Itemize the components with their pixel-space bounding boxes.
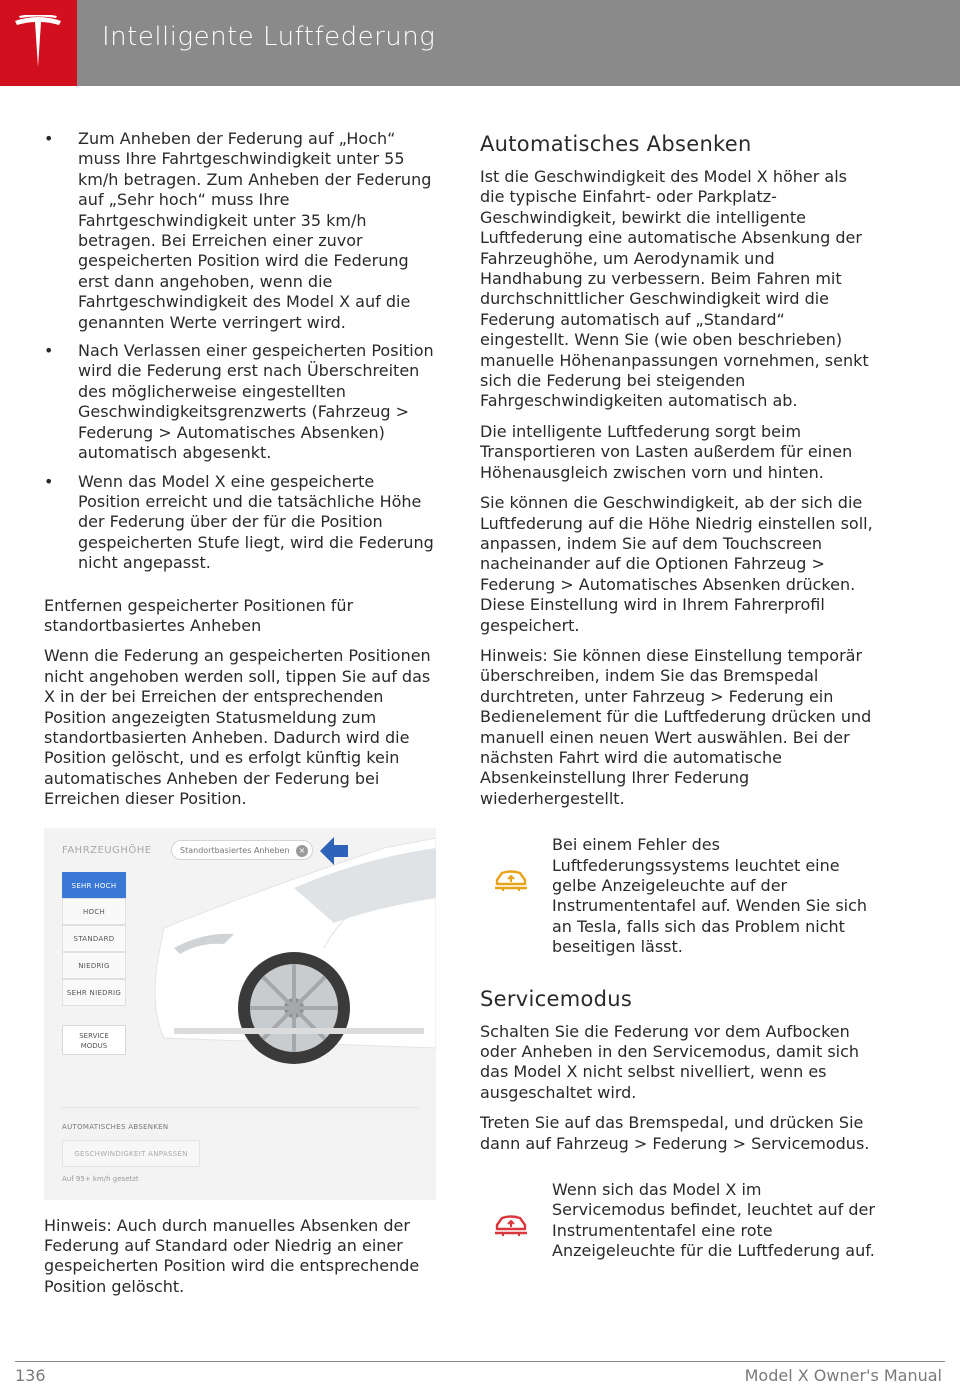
suspension-service-icon	[493, 1213, 529, 1237]
paragraph: Sie können die Geschwindigkeit, ab der sich die Luftfederung auf die Höhe Niedrig einstellen soll, anpassen, indem Sie auf dem Touchscreen nacheinander auf die Optionen Fahrzeug > Federung > Automatisches Absenken drücken. Diese Einstellung wird in Ihrem Fahrerprofil gespeichert.	[480, 493, 873, 635]
divider	[62, 1107, 418, 1108]
paragraph: Hinweis: Sie können diese Einstellung temporär überschreiben, indem Sie das Bremspedal durchtreten, unter Fahrzeug > Federung ein Bedienelement für die Luftfederung drücken und manuell einen neuen Wert auswählen. Bei der nächsten Fahrt wird die automatische Absenkeinstellung Ihrer Federung wiederhergestellt.	[480, 645, 872, 808]
bullet-icon: •	[44, 341, 54, 361]
close-icon[interactable]: ×	[296, 845, 308, 857]
paragraph: Die intelligente Luftfederung sorgt beim Transportieren von Lasten außerdem für einen Höhenausgleich zwischen vorn und hinten.	[480, 421, 853, 482]
list-item: • Zum Anheben der Federung auf „Hoch“ muss Ihre Fahrtgeschwindigkeit unter 55 km/h betragen. Zum Anheben der Federung auf „Sehr hoch“ muss Ihre Fahrtgeschwindigkeit unter 35 km/h betragen. Bei Erreichen einer zuvor gespeicherten Position wird die Federung erst dann angehoben, wenn die Fahrtgeschwindigkeit des Model X auf die genannten Werte verringert wird.	[44, 129, 432, 332]
red-indicator-callout	[480, 1180, 876, 1262]
paragraph: Wenn die Federung an gespeicherten Positionen nicht angehoben werden soll, tippen Sie auf das X in der bei Erreichen der entsprechenden Position angezeigten Statusmeldung zum standortbasierten Anheben. Dadurch wird die Position gelöscht, und es erfolgt künftig kein automatisches Anheben der Federung bei Erreichen dieser Position.	[44, 646, 431, 809]
heading-service-mode: Servicemodus	[480, 986, 633, 1011]
subheading: Entfernen gespeicherter Positionen für standortbasiertes Anheben	[44, 595, 354, 635]
bullet-icon: •	[44, 471, 54, 491]
speed-note: Auf 95+ km/h gesetzt	[62, 1174, 139, 1183]
heading-automatic-lowering: Automatisches Absenken	[480, 132, 752, 156]
suspension-warning-icon	[493, 868, 529, 892]
bullet-list	[44, 129, 436, 574]
car-illustration	[144, 828, 436, 1098]
yellow-indicator-callout	[480, 835, 876, 957]
paragraph: Schalten Sie die Federung vor dem Aufbocken oder Anheben in den Servicemodus, damit sich das Model X nicht selbst nivelliert, wenn es ausgeschaltet wird.	[480, 1021, 860, 1102]
vehicle-height-label: FAHRZEUGHÖHE	[62, 844, 152, 856]
page-title: Intelligente Luftfederung	[102, 22, 436, 52]
service-mode-button[interactable]: SERVICE MODUS	[62, 1025, 126, 1055]
height-very-low-button[interactable]: SEHR NIEDRIG	[62, 979, 126, 1006]
height-very-high-button[interactable]: SEHR HOCH	[62, 872, 126, 899]
right-column	[480, 131, 876, 1290]
list-item: • Wenn das Model X eine gespeicherte Position erreicht und die tatsächliche Höhe der Federung über der für die Position gespeicherten Stufe liegt, wird die Federung nicht angepasst.	[44, 471, 434, 573]
location-lift-pill: Standortbasiertes Anheben ×	[171, 840, 313, 860]
callout-text: Wenn sich das Model X im Servicemodus befindet, leuchtet auf der Instrumententafel eine rote Anzeigeleuchte für die Luftfederung auf.	[552, 1180, 875, 1261]
height-high-button[interactable]: HOCH	[62, 898, 126, 925]
height-standard-button[interactable]: STANDARD	[62, 925, 126, 952]
height-low-button[interactable]: NIEDRIG	[62, 952, 126, 979]
auto-lowering-label: AUTOMATISCHES ABSENKEN	[62, 1122, 169, 1131]
page-number: 136	[15, 1366, 46, 1385]
tesla-logo-icon	[13, 15, 63, 69]
arrow-icon	[320, 834, 348, 868]
suspension-screenshot	[44, 828, 436, 1200]
bullet-icon: •	[44, 129, 54, 148]
callout-text: Bei einem Fehler des Luftfederungssystems leuchtet eine gelbe Anzeigeleuchte auf der Instrumententafel auf. Wenden Sie sich an Tesla, falls sich das Problem nicht beseitigen lässt.	[552, 835, 868, 957]
note: Hinweis: Auch durch manuelles Absenken der Federung auf Standard oder Niedrig an einer gespeicherten Position wird die entsprechende Position gelöscht.	[44, 1215, 420, 1296]
page-header	[0, 0, 960, 86]
paragraph: Ist die Geschwindigkeit des Model X höher als die typische Einfahrt- oder Parkplatz-Geschwindigkeit, bewirkt die intelligente Luftfederung eine automatische Absenkung der Fahrzeughöhe, um Aerodynamik und Handhabung zu verbessern. Beim Fahren mit durchschnittlicher Geschwindigkeit wird die Federung automatisch auf „Standard“ eingestellt. Wenn Sie (wie oben beschrieben) manuelle Höhenanpassungen vornehmen, senkt sich die Federung bei steigenden Fahrgeschwindigkeiten automatisch ab.	[480, 167, 869, 411]
list-item: • Nach Verlassen einer gespeicherten Position wird die Federung erst nach Überschreiten des möglicherweise eingestellten Geschwindigkeitsgrenzwerts (Fahrzeug > Federung > Automatisches Absenken) automatisch abgesenkt.	[44, 341, 434, 463]
tesla-logo	[0, 0, 77, 86]
adjust-speed-button[interactable]: GESCHWINDIGKEIT ANPASSEN	[62, 1140, 200, 1167]
left-column	[44, 129, 436, 1307]
footer-divider	[15, 1361, 945, 1362]
manual-name: Model X Owner's Manual	[744, 1366, 942, 1385]
paragraph: Treten Sie auf das Bremspedal, und drücken Sie dann auf Fahrzeug > Federung > Servicemodus.	[480, 1113, 870, 1153]
